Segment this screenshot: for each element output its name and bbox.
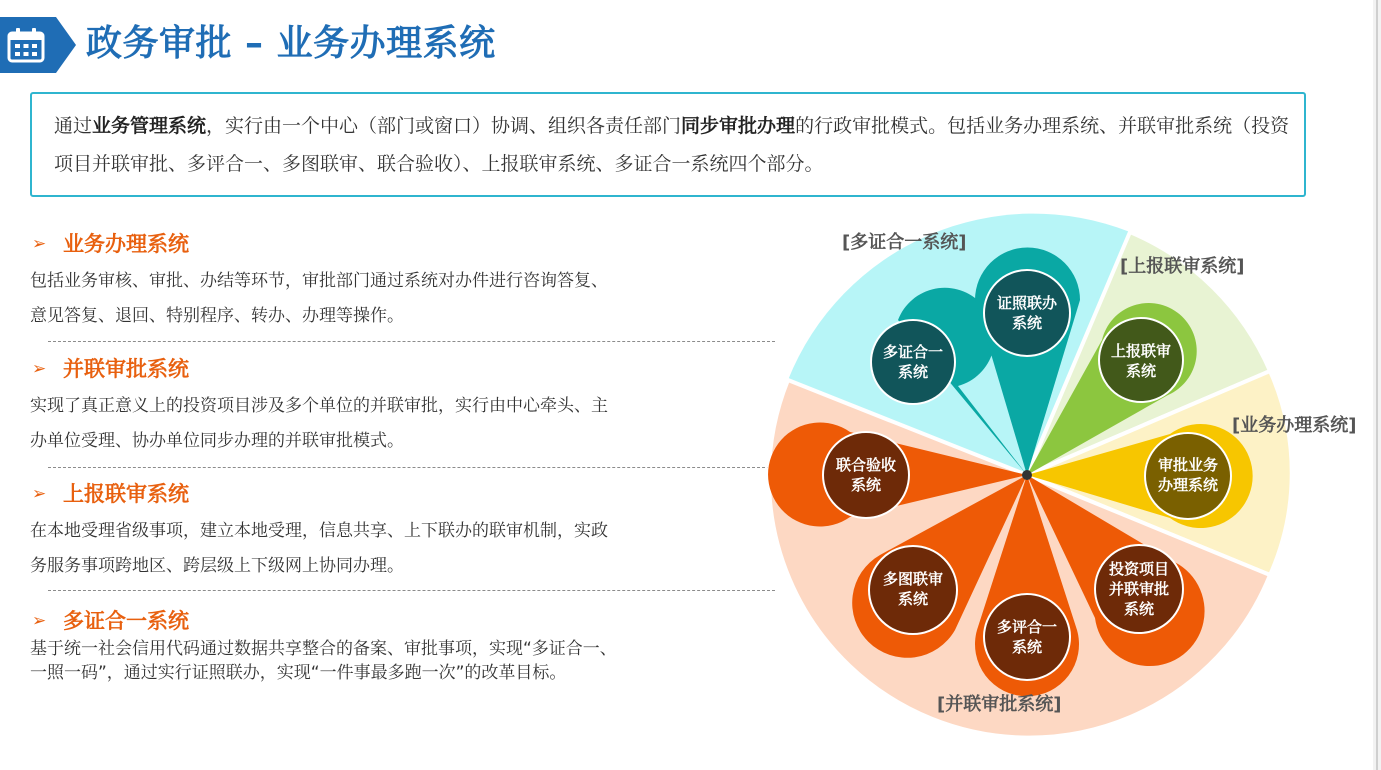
section-line: 办单位受理、协办单位同步办理的并联审批模式。 [30,431,404,451]
arrow-bullet-icon: ➢ [32,611,47,631]
section-line: 意见答复、退回、特别程序、转办、办理等操作。 [30,306,404,326]
page-title: 政务审批 – 业务办理系统 [86,23,496,64]
intro-part-2: ，实行由一个中心（部门或窗口）协调、组织各责任部门 [206,115,682,137]
section-title: 业务办理系统 [63,232,189,256]
intro-part-3: 的行政审批模式。包括业务办理系统、并联审批系统（投资项目并联审批、多评合一、多图联审、联合验收）、上报联审系统、多证合一系统四个部分。 [54,115,1290,175]
arrow-bullet-icon: ➢ [32,484,47,504]
node-label: 上报联审 系统 [1110,342,1171,380]
node-label: 投资项目 并联审批 系统 [1108,560,1169,618]
section-line: 一照一码”，通过实行证照联办，实现“一件事最多跑一次”的改革目标。 [30,663,567,683]
category-label-business-handling: [业务办理系统] [1232,415,1357,436]
category-label-multi-certificate: [多证合一系统] [842,232,967,253]
section-line: 实现了真正意义上的投资项目涉及多个单位的并联审批，实行由中心牵头、主 [30,396,608,416]
section-line: 包括业务审核、审批、办结等环节，审批部门通过系统对办件进行咨询答复、 [30,271,608,291]
category-label-parallel-approval: [并联审批系统] [937,694,1062,715]
diagram-center-dot [1022,470,1032,480]
section-line: 基于统一社会信用代码通过数据共享整合的备案、审批事项，实现“多证合一、 [30,639,617,659]
intro-bold-2: 同步审批办理 [681,115,796,137]
node-label: 多图联审 系统 [882,570,943,608]
node-label: 审批业务 办理系统 [1157,456,1218,494]
section-title: 多证合一系统 [63,609,189,633]
arrow-bullet-icon: ➢ [32,359,47,379]
section-line: 在本地受理省级事项，建立本地受理，信息共享、上下联办的联审机制，实政 [30,521,608,541]
section-line: 务服务事项跨地区、跨层级上下级网上协同办理。 [30,556,404,576]
section-title: 并联审批系统 [63,357,189,381]
intro-bold-1: 业务管理系统 [92,115,207,137]
node-label: 多证合一 系统 [882,343,943,381]
node-label: 证照联办 系统 [996,294,1057,332]
arrow-bullet-icon: ➢ [32,234,47,254]
category-label-report-review: [上报联审系统] [1120,256,1245,277]
node-label: 多评合一 系统 [996,618,1057,656]
section-title: 上报联审系统 [63,482,189,506]
node-label: 联合验收 系统 [835,456,896,494]
intro-part-1: 通过 [54,115,93,137]
